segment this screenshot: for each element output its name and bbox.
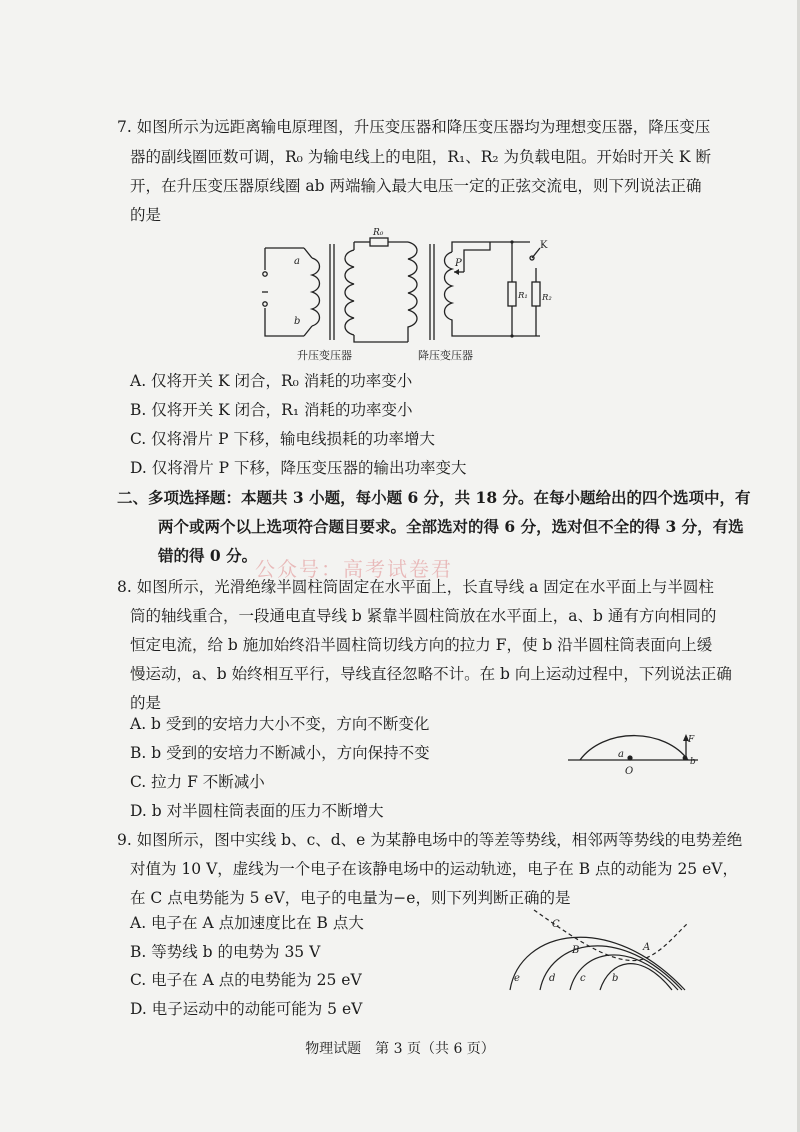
q7-line-2: 器的副线圈匝数可调，R₀ 为输电线上的电阻，R₁、R₂ 为负载电阻。开始时开关 K 断	[130, 148, 711, 166]
label-e: e	[514, 973, 520, 984]
label-f: F	[688, 735, 695, 745]
q9-option-a: A. 电子在 A 点加速度比在 B 点大	[130, 914, 364, 932]
watermark: 公众号：高考试卷君	[255, 557, 453, 581]
label-b: b	[294, 316, 301, 327]
q8-option-a: A. b 受到的安培力大小不变，方向不断变化	[130, 715, 430, 733]
label-r2: R₂	[542, 293, 552, 303]
label-k: K	[540, 240, 548, 251]
caption-step-down: 降压变压器	[418, 349, 473, 362]
label-b: b	[690, 757, 696, 767]
q8-line-2: 筒的轴线重合，一段通电直导线 b 紧靠半圆柱筒放在水平面上，a、b 通有方向相同的	[130, 607, 717, 625]
q7-option-c: C. 仅将滑片 P 下移，输电线损耗的功率增大	[130, 430, 435, 448]
q7-line-1: 7. 如图所示为远距离输电原理图，升压变压器和降压变压器均为理想变压器，降压变压	[117, 118, 711, 136]
section2-line-2: 两个或两个以上选项符合题目要求。全部选对的得 6 分，选对但不全的得 3 分，有选	[158, 517, 744, 536]
caption-step-up: 升压变压器	[297, 349, 352, 362]
q7-option-a: A. 仅将开关 K 闭合，R₀ 消耗的功率变小	[130, 372, 413, 390]
q8-option-b: B. b 受到的安培力不断减小，方向保持不变	[130, 744, 430, 762]
r2-resistor	[532, 282, 540, 306]
label-c-point: C	[552, 919, 560, 930]
section2-line-3: 错的得 0 分。	[158, 546, 258, 565]
q9-equipotential-diagram	[500, 905, 700, 995]
q7-circuit-diagram	[250, 228, 560, 363]
q8-line-1: 8. 如图所示，光滑绝缘半圆柱筒固定在水平面上，长直导线 a 固定在水平面上与半圆柱	[117, 578, 714, 596]
q9-option-c: C. 电子在 A 点的电势能为 25 eV	[130, 971, 362, 989]
label-b: b	[612, 973, 619, 984]
q8-option-c: C. 拉力 F 不断减小	[130, 773, 265, 791]
section2-line-1: 二、多项选择题：本题共 3 小题，每小题 6 分，共 18 分。在每小题给出的四个选项中，有	[117, 488, 751, 507]
q9-option-d: D. 电子运动中的动能可能为 5 eV	[130, 1000, 363, 1018]
q9-line-3: 在 C 点电势能为 5 eV，电子的电量为−e，则下列判断正确的是	[130, 889, 571, 907]
q7-option-d: D. 仅将滑片 P 下移，降压变压器的输出功率变大	[130, 459, 467, 477]
q7-line-4: 的是	[130, 206, 162, 224]
q8-line-5: 的是	[130, 694, 162, 712]
label-o: O	[625, 766, 634, 777]
q7-line-3: 开，在升压变压器原线圈 ab 两端输入最大电压一定的正弦交流电，则下列说法正确	[130, 177, 702, 195]
label-b-point: B	[572, 945, 580, 956]
q9-option-b: B. 等势线 b 的电势为 35 V	[130, 943, 321, 961]
label-r1: R₁	[518, 291, 528, 301]
label-c: c	[580, 973, 586, 984]
q8-half-cylinder-diagram	[560, 700, 700, 780]
q9-line-2: 对值为 10 V，虚线为一个电子在该静电场中的运动轨迹，电子在 B 点的动能为 25 eV，	[130, 860, 738, 878]
label-r0: R₀	[373, 228, 384, 238]
label-p: P	[455, 258, 462, 269]
q7-option-b: B. 仅将开关 K 闭合，R₁ 消耗的功率变小	[130, 401, 413, 419]
label-a-point: A	[643, 942, 651, 953]
q9-line-1: 9. 如图所示，图中实线 b、c、d、e 为某静电场中的等差等势线，相邻两等势线的电势差绝	[117, 831, 743, 849]
r1-resistor	[508, 282, 516, 306]
page-footer: 物理试题 第 3 页（共 6 页）	[305, 1041, 495, 1057]
label-d: d	[549, 973, 556, 984]
label-a: a	[618, 749, 624, 760]
q8-option-d: D. b 对半圆柱筒表面的压力不断增大	[130, 802, 384, 820]
q8-line-4: 慢运动，a、b 始终相互平行，导线直径忽略不计。在 b 向上运动过程中，下列说法正确	[130, 665, 732, 683]
q8-line-3: 恒定电流，给 b 施加始终沿半圆柱筒切线方向的拉力 F，使 b 沿半圆柱筒表面向上缓	[130, 636, 713, 654]
label-a: a	[294, 256, 300, 267]
r0-resistor	[370, 238, 388, 246]
